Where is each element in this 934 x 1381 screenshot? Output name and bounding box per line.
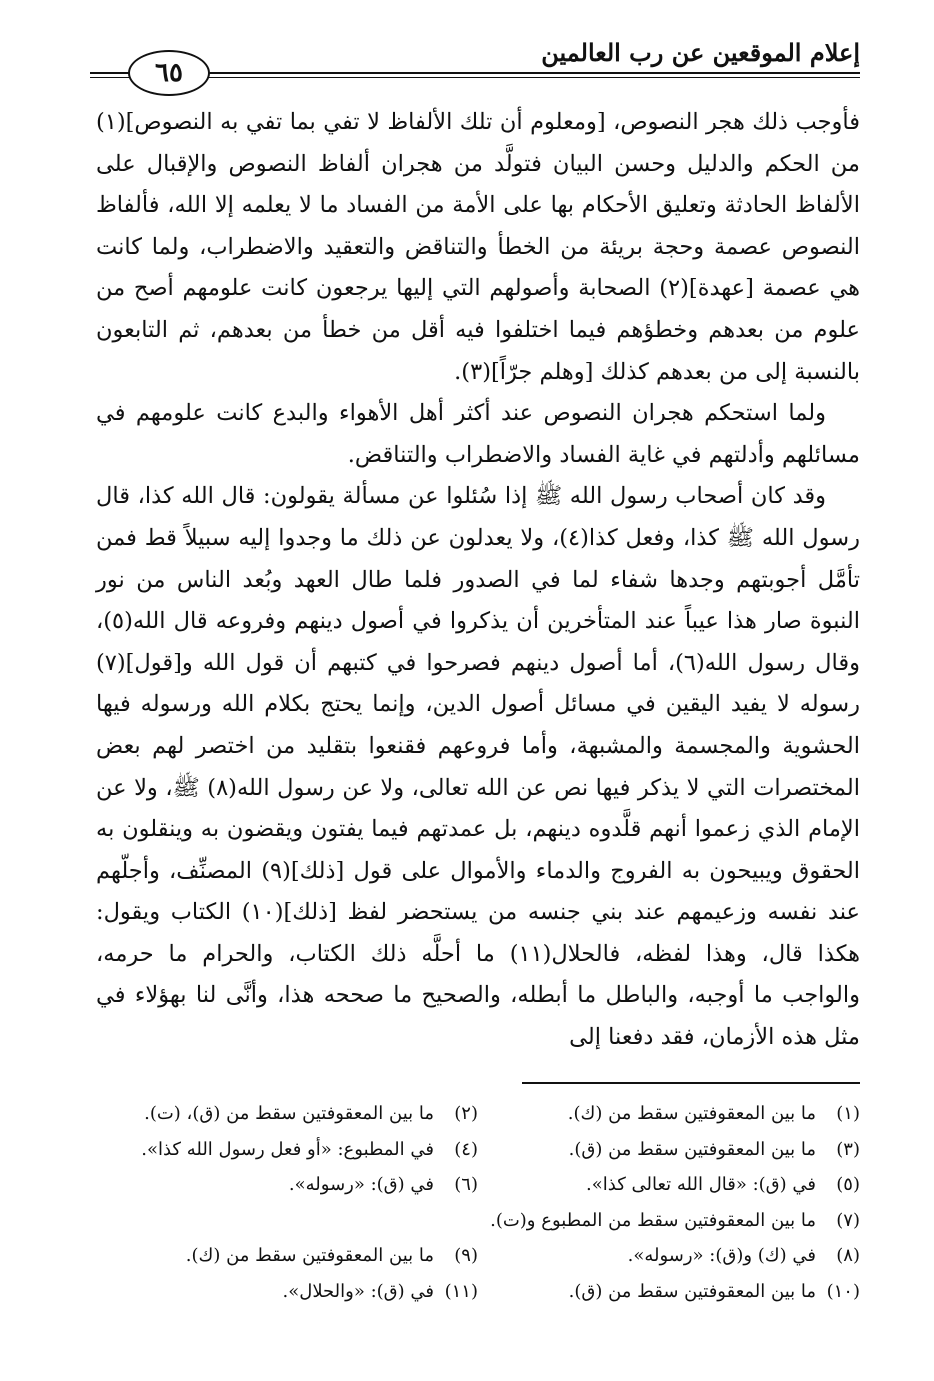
footnote-number: (٩) xyxy=(454,1245,478,1266)
footnote-text: في (ق): «والحلال». xyxy=(282,1280,434,1302)
footnote-text: ما بين المعقوفتين سقط من (ك). xyxy=(185,1245,434,1266)
footnote-row xyxy=(96,1274,860,1310)
footnote-number: (٨) xyxy=(836,1245,860,1266)
footnote-number: (٦) xyxy=(454,1174,478,1195)
page-number: ٦٥ xyxy=(155,58,183,88)
footnote xyxy=(478,1274,860,1310)
footnote xyxy=(478,1238,860,1274)
footnotes xyxy=(96,1096,860,1309)
footnote-text: في (ق): «رسوله». xyxy=(288,1174,434,1195)
footnote-text: ما بين المعقوفتين سقط من المطبوع و(ت). xyxy=(490,1209,816,1231)
footnote-separator xyxy=(522,1082,860,1084)
footnote xyxy=(96,1203,860,1239)
footnote xyxy=(96,1096,478,1132)
paragraph: فأوجب ذلك هجر النصوص، [ومعلوم أن تلك الألفاظ لا تفي بما تفي به النصوص](١) من الحكم والدليل وحسن البيان فتولَّد من هجران ألفاظ النصوص والإقبال على الألفاظ الحادثة وتعليق الأحكام بها على الأمة من الفساد ما لا يعلمه إلا الله، فألفاظ النصوص عصمة وحجة بريئة من الخطأ والتناقض والتعقيد والاضطراب، ولما كانت هي عصمة [عهدة](٢) الصحابة وأصولهم التي إليها يرجعون كانت علومهم أصح من علوم من بعدهم وخطؤهم فيما اختلفوا فيه أقل من خطأ من بعدهم، ثم التابعون بالنسبة إلى من بعدهم كذلك [وهلم جرّاً](٣). xyxy=(96,109,860,385)
footnote-text: في (ق): «قال الله تعالى كذا». xyxy=(586,1174,816,1195)
footnote-row xyxy=(96,1167,860,1203)
footnote-row xyxy=(96,1096,860,1132)
footnote-row xyxy=(96,1238,860,1274)
footnote-number: (٧) xyxy=(836,1209,860,1231)
footnote-row xyxy=(96,1132,860,1168)
footnote-number: (١١) xyxy=(444,1280,478,1302)
footnote xyxy=(478,1096,860,1132)
paragraph: وقد كان أصحاب رسول الله ﷺ إذا سُئلوا عن مسألة يقولون: قال الله كذا، قال رسول الله ﷺ كذا، وفعل كذا(٤)، ولا يعدلون عن ذلك ما وجدوا إليه سبيلاً قط فمن تأمَّل أجوبتهم وجدها شفاء لما في الصدور فلما طال العهد وبُعد الناس من نور النبوة صار هذا عيباً عند المتأخرين أن يذكروا في أصول دينهم وفروعه قال الله(٥)، وقال رسول الله(٦)، أما أصول دينهم فصرحوا في كتبهم أن قول الله و[قول](٧) رسوله لا يفيد اليقين في مسائل أصول الدين، وإنما يحتج بكلام الله ورسوله فيها الحشوية والمجسمة والمشبهة، وأما فروعهم فقنعوا بتقليد من اختصر لهم بعض المختصرات التي لا يذكر فيها نص عن الله تعالى، ولا عن رسول الله(٨) ﷺ، ولا عن الإمام الذي زعموا أنهم قلَّدوه دينهم، بل عمدتهم فيما يفتون ويقضون به وينقلون به الحقوق ويبيحون به الفروج والدماء والأموال على قول [ذلك](٩) المصنِّف، وأجلّهم عند نفسه وزعيمهم عند بني جنسه من يستحضر لفظ [ذلك](١٠) الكتاب ويقول: هكذا قال، وهذا لفظه، فالحلال(١١) ما أحلَّه ذلك الكتاب، والحرام ما حرمه، والواجب ما أوجبه، والباطل ما أبطله، والصحيح ما صححه هذا، وأنَّى لنا بهؤلاء في مثل هذه الأزمان، فقد دفعنا إلى xyxy=(96,483,860,1051)
footnote xyxy=(478,1132,860,1168)
footnote-text: ما بين المعقوفتين سقط من (ق). xyxy=(568,1280,816,1302)
footnote-number: (٢) xyxy=(454,1103,478,1124)
footnote-number: (٣) xyxy=(836,1138,860,1160)
footnote-number: (١٠) xyxy=(826,1280,860,1302)
footnote-number: (١) xyxy=(836,1103,860,1124)
footnote xyxy=(478,1167,860,1203)
footnote-text: في المطبوع: «أو فعل رسول الله كذا». xyxy=(141,1138,434,1160)
footnote-text: ما بين المعقوفتين سقط من (ك). xyxy=(567,1103,816,1124)
footnote-number: (٥) xyxy=(836,1174,860,1195)
footnote-row xyxy=(96,1203,860,1239)
paragraph: ولما استحكم هجران النصوص عند أكثر أهل الأهواء والبدع كانت علومهم في مسائلهم وأدلتهم في غاية الفساد والاضطراب والتناقض. xyxy=(96,400,860,468)
footnote xyxy=(96,1132,478,1168)
page-number-badge xyxy=(128,50,210,96)
footnote-number: (٤) xyxy=(454,1138,478,1160)
footnote-text: في (ك) و(ق): «رسوله». xyxy=(627,1245,816,1266)
footnote xyxy=(96,1167,478,1203)
footnote-text: ما بين المعقوفتين سقط من (ق). xyxy=(568,1138,816,1160)
footnote xyxy=(96,1274,478,1310)
footnote xyxy=(96,1238,478,1274)
body-text xyxy=(96,102,860,1059)
running-header-title: إعلام الموقعين عن رب العالمين xyxy=(541,38,860,67)
footnote-text: ما بين المعقوفتين سقط من (ق)، (ت). xyxy=(144,1103,434,1124)
